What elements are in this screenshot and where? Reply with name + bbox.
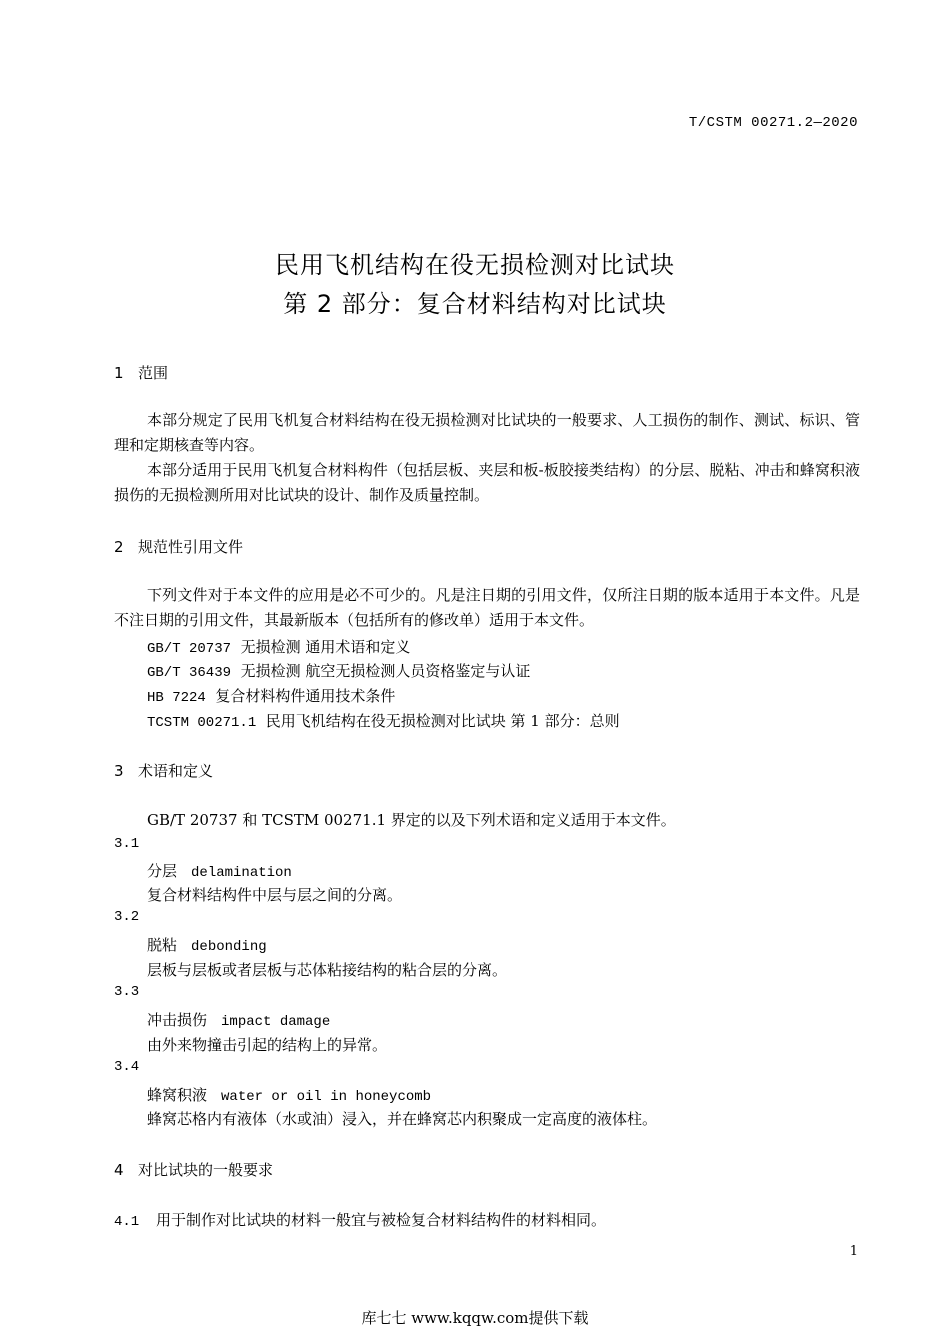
section-1-paragraph-2: 本部分适用于民用飞机复合材料构件（包括层板、夹层和板-板胶接类结构）的分层、脱粘、冲击和蜂窝积液损伤的无损检测所用对比试块的设计、制作及质量控制。 xyxy=(114,461,860,504)
reference-item xyxy=(147,685,395,706)
reference-code: GB/T 36439 xyxy=(147,665,232,681)
term-number: 3.3 xyxy=(114,984,140,1000)
reference-title: 无损检测 通用术语和定义 xyxy=(240,638,411,656)
term-heading xyxy=(147,1084,431,1105)
section-3-intro: GB/T 20737 和 TCSTM 00271.1 界定的以及下列术语和定义适用于本文件。 xyxy=(147,811,676,829)
term-chinese: 脱粘 xyxy=(147,936,178,954)
term-english: impact damage xyxy=(221,1014,331,1030)
term-number: 3.1 xyxy=(114,836,140,852)
reference-code: GB/T 20737 xyxy=(147,641,232,657)
section-number: 3 xyxy=(114,762,124,780)
term-heading xyxy=(147,860,292,881)
section-2-heading xyxy=(114,536,243,557)
reference-title: 民用飞机结构在役无损检测对比试块 第 1 部分：总则 xyxy=(265,712,620,730)
reference-title: 无损检测 航空无损检测人员资格鉴定与认证 xyxy=(240,662,531,680)
standard-code: T/CSTM 00271.2—2020 xyxy=(688,115,858,131)
document-title-line1: 民用飞机结构在役无损检测对比试块 xyxy=(275,251,675,279)
section-title: 范围 xyxy=(138,364,169,382)
section-3-heading xyxy=(114,760,213,781)
term-chinese: 蜂窝积液 xyxy=(147,1086,208,1104)
section-title: 对比试块的一般要求 xyxy=(138,1161,274,1179)
term-chinese: 分层 xyxy=(147,862,178,880)
section-1-paragraph-1: 本部分规定了民用飞机复合材料结构在役无损检测对比试块的一般要求、人工损伤的制作、测试、标识、管理和定期核查等内容。 xyxy=(114,411,860,454)
reference-title: 复合材料构件通用技术条件 xyxy=(215,687,396,705)
download-watermark: 库七七 www.kqqw.com提供下载 xyxy=(361,1309,589,1327)
term-definition: 层板与层板或者层板与芯体粘接结构的粘合层的分离。 xyxy=(147,961,508,979)
term-heading xyxy=(147,1009,330,1030)
section-number: 4 xyxy=(114,1161,124,1179)
term-heading xyxy=(147,934,267,955)
section-title: 规范性引用文件 xyxy=(138,538,244,556)
term-definition: 蜂窝芯格内有液体（水或油）浸入，并在蜂窝芯内积聚成一定高度的液体柱。 xyxy=(147,1110,658,1128)
page-number: 1 xyxy=(849,1244,858,1259)
reference-item xyxy=(147,636,410,657)
term-english: debonding xyxy=(191,939,267,955)
section-4-heading xyxy=(114,1159,273,1180)
reference-item xyxy=(147,710,620,731)
term-english: water or oil in honeycomb xyxy=(221,1089,432,1105)
term-number: 3.2 xyxy=(114,909,140,925)
section-number: 1 xyxy=(114,364,124,382)
reference-code: TCSTM 00271.1 xyxy=(147,715,257,731)
section-1-heading xyxy=(114,362,168,383)
clause-4-1 xyxy=(114,1209,606,1230)
reference-item xyxy=(147,660,530,681)
term-chinese: 冲击损伤 xyxy=(147,1011,208,1029)
term-english: delamination xyxy=(191,865,292,881)
term-number: 3.4 xyxy=(114,1059,140,1075)
term-definition: 复合材料结构件中层与层之间的分离。 xyxy=(147,886,403,904)
term-definition: 由外来物撞击引起的结构上的异常。 xyxy=(147,1036,388,1054)
clause-number: 4.1 xyxy=(114,1214,140,1230)
section-2-paragraph-1: 下列文件对于本文件的应用是必不可少的。凡是注日期的引用文件，仅所注日期的版本适用于本文件。凡是不注日期的引用文件，其最新版本（包括所有的修改单）适用于本文件。 xyxy=(114,586,860,629)
section-title: 术语和定义 xyxy=(138,762,214,780)
document-title-line2: 第 2 部分：复合材料结构对比试块 xyxy=(283,290,667,318)
reference-code: HB 7224 xyxy=(147,690,206,706)
clause-text: 用于制作对比试块的材料一般宜与被检复合材料结构件的材料相同。 xyxy=(156,1211,607,1229)
section-number: 2 xyxy=(114,538,124,556)
